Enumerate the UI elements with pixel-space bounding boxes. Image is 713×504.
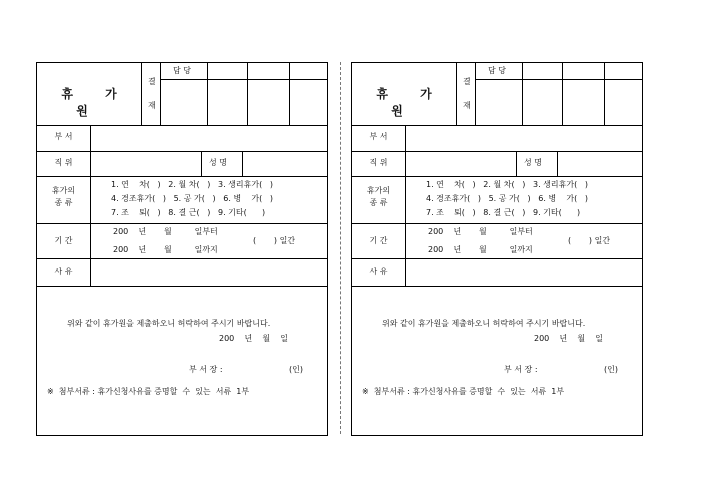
leave-form-left [36,62,328,436]
attachment-note: ※ 첨부서류 : 휴가신청사유를 증명할 수 있는 서류 1부 [47,387,250,396]
period-from[interactable]: 200 년 월 일부터 [428,227,533,236]
approval-label-2: 재 [148,101,156,110]
leave-type-label: 휴가의 [51,186,76,195]
attachment-note: ※ 첨부서류 : 휴가신청사유를 증명할 수 있는 서류 1부 [362,387,565,396]
period-to[interactable]: 200 년 월 일까지 [113,245,218,254]
reason-field[interactable] [406,259,643,285]
period-label: 기 간 [54,236,73,245]
dept-label: 부 서 [54,132,73,141]
dept-label: 부 서 [369,132,388,141]
in-charge-label: 담 당 [488,66,506,75]
signature-box-3[interactable] [247,80,289,125]
approval-box-1[interactable] [207,63,247,79]
approval-label: 결 [463,77,471,86]
name-label: 성 명 [209,158,227,167]
approval-label: 결 [148,77,156,86]
date-line[interactable]: 200 년 월 일 [219,334,288,343]
position-label: 직 위 [54,158,73,167]
leave-form-right [351,62,643,436]
leave-type-label-2: 종 류 [369,198,388,207]
signature-box-2[interactable] [522,80,562,125]
dept-field[interactable] [406,126,643,150]
signature-box-1[interactable] [475,80,522,125]
approval-box-1[interactable] [522,63,562,79]
approval-box-2[interactable] [562,63,604,79]
approval-box-3[interactable] [604,63,644,79]
manager-line: 부 서 장 : [189,365,223,374]
date-line[interactable]: 200 년 월 일 [534,334,603,343]
approval-box-3[interactable] [289,63,329,79]
request-text: 위와 같이 휴가원을 제출하오니 허락하여 주시기 바랍니다. [382,319,586,328]
period-label: 기 간 [369,236,388,245]
period-days[interactable]: ( ) 일간 [253,236,296,245]
seal-mark[interactable]: (인) [289,365,303,374]
leave-type-label-2: 종 류 [54,198,73,207]
reason-field[interactable] [91,259,328,285]
name-label: 성 명 [524,158,542,167]
approval-label-2: 재 [463,101,471,110]
leave-options-row-1[interactable]: 1. 연 차( ) 2. 월 차( ) 3. 생리휴가( ) [426,180,588,189]
dept-field[interactable] [91,126,328,150]
period-from[interactable]: 200 년 월 일부터 [113,227,218,236]
leave-type-label: 휴가의 [366,186,391,195]
reason-label: 사 유 [369,267,388,276]
fold-line [340,62,341,434]
signature-box-1[interactable] [160,80,207,125]
signature-box-2[interactable] [207,80,247,125]
leave-options-row-3[interactable]: 7. 조 퇴( ) 8. 결 근( ) 9. 기타( ) [426,208,581,217]
signature-box-4[interactable] [289,80,329,125]
reason-label: 사 유 [54,267,73,276]
leave-options-row-2[interactable]: 4. 경조휴가( ) 5. 공 가( ) 6. 병 가( ) [111,194,273,203]
period-days[interactable]: ( ) 일간 [568,236,611,245]
request-text: 위와 같이 휴가원을 제출하오니 허락하여 주시기 바랍니다. [67,319,271,328]
position-field[interactable] [91,152,200,175]
leave-options-row-3[interactable]: 7. 조 퇴( ) 8. 결 근( ) 9. 기타( ) [111,208,266,217]
position-field[interactable] [406,152,515,175]
leave-options-row-1[interactable]: 1. 연 차( ) 2. 월 차( ) 3. 생리휴가( ) [111,180,273,189]
approval-box-2[interactable] [247,63,289,79]
form-title: 휴 가 원 [61,87,131,118]
signature-box-4[interactable] [604,80,644,125]
form-title: 휴 가 원 [376,87,446,118]
leave-options-row-2[interactable]: 4. 경조휴가( ) 5. 공 가( ) 6. 병 가( ) [426,194,588,203]
name-field[interactable] [558,152,643,175]
name-field[interactable] [243,152,328,175]
in-charge-label: 담 당 [173,66,191,75]
period-to[interactable]: 200 년 월 일까지 [428,245,533,254]
position-label: 직 위 [369,158,388,167]
manager-line: 부 서 장 : [504,365,538,374]
seal-mark[interactable]: (인) [604,365,618,374]
signature-box-3[interactable] [562,80,604,125]
